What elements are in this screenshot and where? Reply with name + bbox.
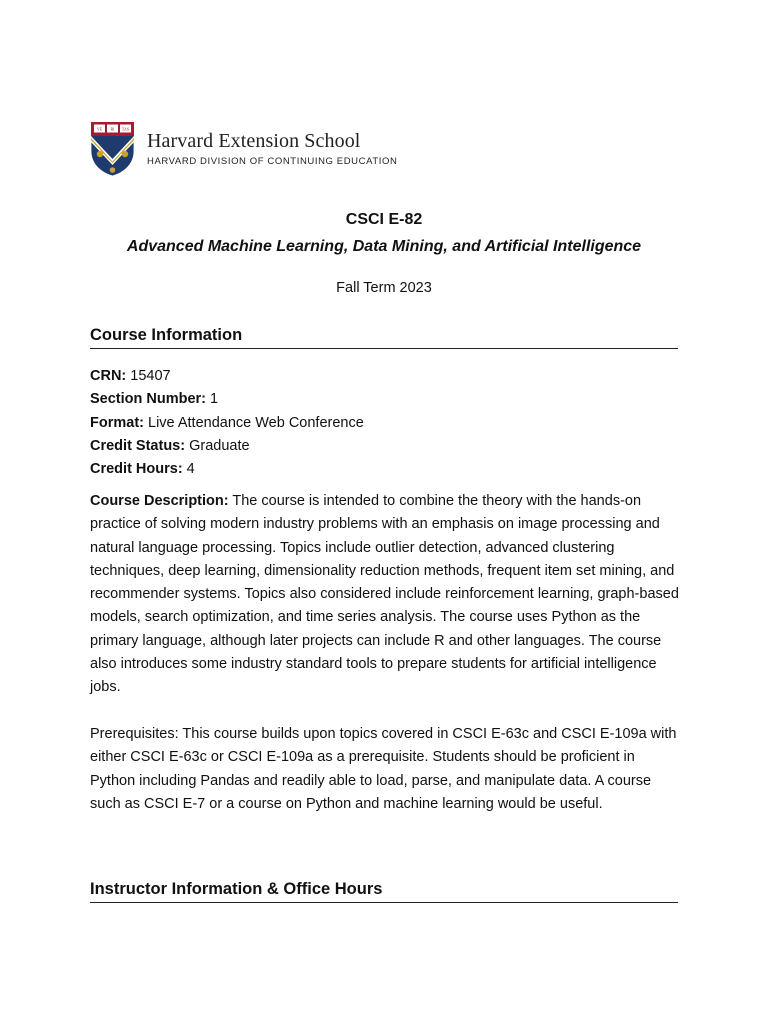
credit-hours-label: Credit Hours:	[90, 461, 183, 478]
harvard-shield-icon	[90, 121, 135, 177]
credit-hours-value: 4	[182, 461, 195, 478]
credit-hours-row	[90, 458, 364, 481]
credit-status-value: Graduate	[185, 437, 250, 454]
course-title: Advanced Machine Learning, Data Mining, and Artificial Intelligence	[126, 238, 642, 255]
format-value: Live Attendance Web Conference	[143, 414, 364, 431]
crn-row	[90, 365, 364, 388]
school-logo	[90, 121, 397, 177]
format-row	[90, 412, 364, 435]
shield-letters-2: RI	[110, 126, 115, 132]
credit-status-row	[90, 435, 364, 458]
crn-label: CRN:	[90, 368, 127, 384]
credit-status-label: Credit Status:	[90, 437, 186, 454]
school-name: Harvard Extension School	[147, 130, 361, 152]
section-number-value: 1	[206, 391, 219, 408]
course-term: Fall Term 2023	[336, 280, 432, 296]
course-code: CSCI E-82	[345, 211, 423, 228]
course-information-heading: Course Information	[90, 326, 678, 349]
format-label: Format:	[90, 414, 144, 431]
crn-value: 15407	[126, 368, 171, 384]
shield-letters-3: TAS	[121, 126, 130, 132]
section-number-row	[90, 388, 364, 411]
course-description-label: Course Description:	[90, 493, 229, 509]
shield-letters-1: VE	[96, 126, 103, 132]
division-name: HARVARD DIVISION OF CONTINUING EDUCATION	[147, 156, 398, 167]
course-description	[90, 490, 680, 700]
instructor-information-heading: Instructor Information & Office Hours	[90, 880, 678, 903]
course-description-text: The course is intended to combine the theory with the hands-on practice of solving modern industry problems with an emphasis on image processing and natural language processing. Topics include outlier detection, advanced clustering techniques, deep learning, dimensionality reduction methods, frequent item set mining, and recommender systems. Topics also considered include reinforcement learning, graph-based models, search optimization, and time series analysis. The course uses Python as the primary language, although later projects can include R and other languages. The course also introduces some industry standard tools to prepare students for artificial intelligence jobs.	[90, 493, 679, 696]
prerequisites: Prerequisites: This course builds upon topics covered in CSCI E-63c and CSCI E-109a with either CSCI E-63c or CSCI E-109a as a prerequisite. Students should be proficient in Python including Pandas and readily able to load, parse, and manipulate data. A course such as CSCI E-7 or a course on Python and machine learning would be useful.	[90, 726, 677, 812]
section-number-label: Section Number:	[90, 391, 207, 408]
course-info-list	[90, 365, 364, 481]
